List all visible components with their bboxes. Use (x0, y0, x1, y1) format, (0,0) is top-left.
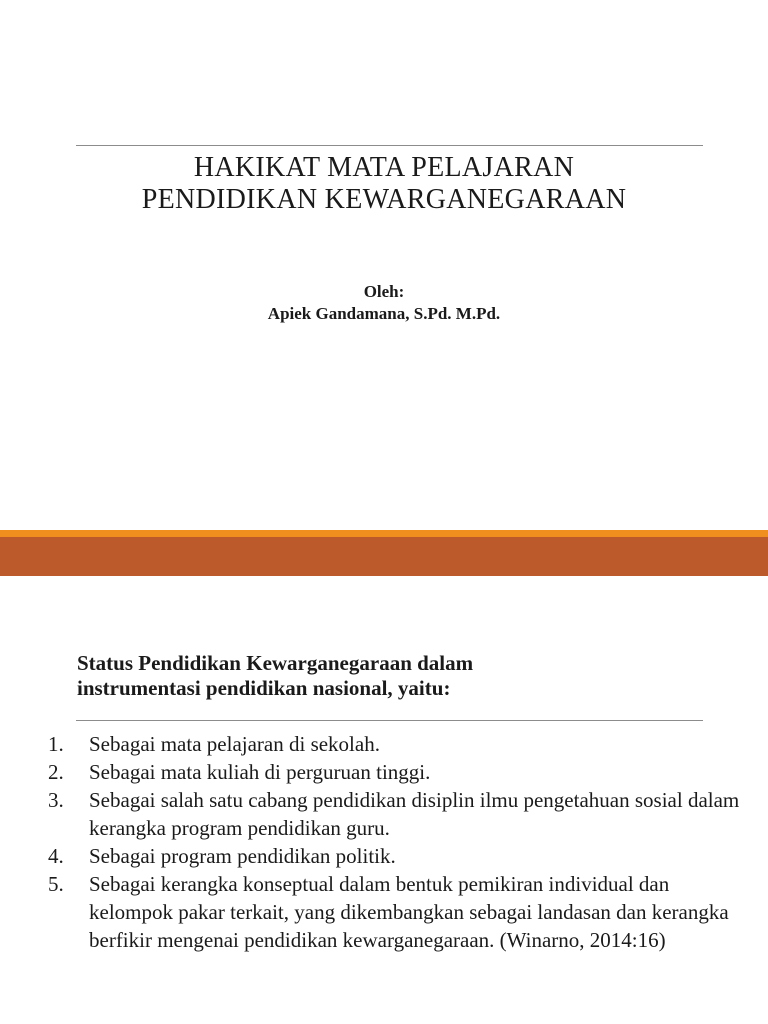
heading-line-1: Status Pendidikan Kewarganegaraan dalam (77, 651, 474, 675)
title-line-1: HAKIKAT MATA PELAJARAN (193, 152, 575, 183)
title-rule (76, 145, 703, 146)
list-text: Sebagai mata kuliah di perguruan tinggi. (89, 760, 431, 784)
slide-title (0, 152, 768, 216)
list-item (48, 730, 748, 758)
byline (0, 281, 768, 325)
list-item (48, 842, 748, 870)
list-text: Sebagai salah satu cabang pendidikan disiplin ilmu pengetahuan sosial dalam kerangka program pendidikan guru. (89, 788, 740, 840)
heading-line-2: instrumentasi pendidikan nasional, yaitu: (77, 676, 451, 700)
list-number: 4. (48, 844, 64, 868)
heading-rule (76, 720, 703, 721)
list-item (48, 870, 748, 954)
list-text: Sebagai program pendidikan politik. (89, 844, 396, 868)
list-number: 2. (48, 760, 64, 784)
list-number: 1. (48, 732, 64, 756)
list-text: Sebagai kerangka konseptual dalam bentuk pemikiran individual dan kelompok pakar terkait, yang dikembangkan sebagai landasan dan kerangka berfikir mengenai pendidikan kewarganegaraan. (Winarno, 2014:16) (89, 872, 729, 952)
list-item (48, 758, 748, 786)
title-line-2: PENDIDIKAN KEWARGANEGARAAN (141, 184, 627, 215)
list-number: 5. (48, 872, 64, 896)
list-number: 3. (48, 788, 64, 812)
divider-band-thick (0, 537, 768, 576)
author-name: Apiek Gandamana, S.Pd. M.Pd. (267, 304, 501, 323)
list-item (48, 786, 748, 842)
status-list (48, 730, 748, 954)
oleh-label: Oleh: (363, 282, 405, 301)
slide2-heading (77, 651, 697, 701)
divider-band-thin (0, 530, 768, 537)
list-text: Sebagai mata pelajaran di sekolah. (89, 732, 380, 756)
